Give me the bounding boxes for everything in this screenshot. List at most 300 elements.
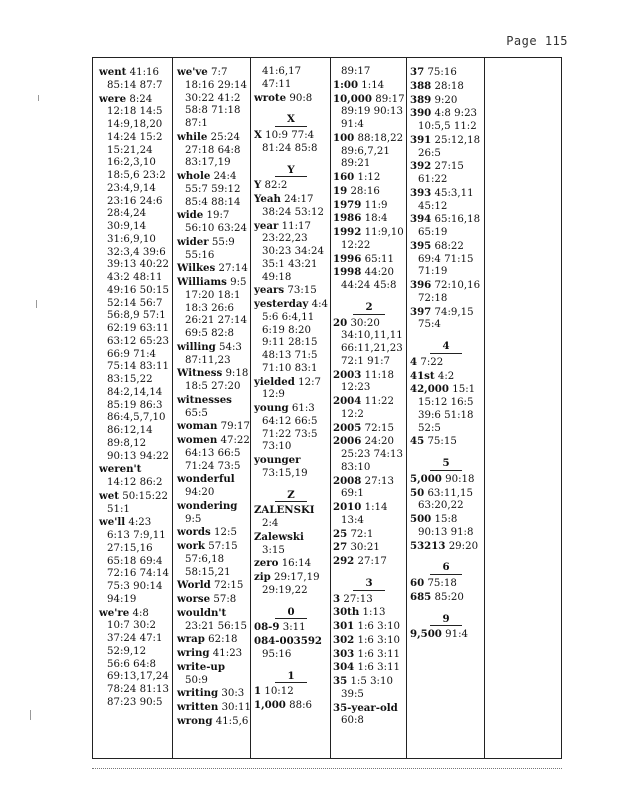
index-term: 4 xyxy=(410,355,418,368)
index-term: we'll xyxy=(99,516,126,529)
index-term: worse xyxy=(177,593,211,605)
section-letter: 4 xyxy=(430,340,461,354)
index-entry xyxy=(254,531,328,545)
page-line-refs-continued: 3:15 xyxy=(262,544,285,556)
page-line-refs-continued: 66:9 71:4 xyxy=(107,348,156,360)
index-entry xyxy=(177,607,249,621)
index-column-1 xyxy=(99,66,171,710)
page-line-refs: 12:5 xyxy=(214,527,237,539)
index-term: words xyxy=(177,526,211,539)
index-term: 20 xyxy=(333,316,348,329)
index-term: women xyxy=(177,434,218,446)
page-line-refs-continued: 25:23 74:13 xyxy=(341,449,403,460)
index-entry xyxy=(177,633,249,647)
index-term: year xyxy=(254,219,279,232)
index-entry xyxy=(177,66,249,80)
page-line-refs-continued: 89:17 xyxy=(341,66,371,77)
index-term: 2010 xyxy=(333,501,362,513)
index-term: 1979 xyxy=(333,198,362,211)
index-term: 5,000 xyxy=(410,472,442,485)
page-line-refs-continued: 63:12 65:23 xyxy=(107,335,169,347)
page-line-refs: 47:22 xyxy=(220,435,250,446)
index-term: 1992 xyxy=(333,226,362,238)
page-line-refs-continued: 90:13 91:8 xyxy=(418,526,474,538)
page-line-refs: 65:11 xyxy=(364,253,394,265)
index-entry xyxy=(177,647,249,661)
column-divider xyxy=(484,58,485,758)
page-line-refs-continued: 28:4,24 xyxy=(107,208,147,220)
index-column-4 xyxy=(333,66,405,728)
index-entry xyxy=(177,367,249,381)
page-line-refs-continued: 9:5 xyxy=(185,513,202,525)
index-term: wouldn't xyxy=(177,606,227,619)
index-entry xyxy=(410,383,482,397)
page-line-refs-continued: 18:3 26:6 xyxy=(185,302,234,314)
page-line-refs-continued: 45:12 xyxy=(418,200,448,212)
page-line-refs: 30:20 xyxy=(350,317,380,329)
page-line-refs: 11:22 xyxy=(364,396,394,407)
page-line-refs: 72:15 xyxy=(214,580,244,592)
page-line-refs-continued: 27:15,16 xyxy=(107,542,153,554)
page-line-refs: 91:4 xyxy=(445,629,469,641)
index-entry xyxy=(333,661,405,675)
page-line-refs: 24:17 xyxy=(284,194,314,205)
page-line-refs: 4:4 xyxy=(311,299,328,310)
index-term: 1998 xyxy=(333,266,362,279)
index-entry xyxy=(410,94,482,108)
index-entry xyxy=(254,685,328,699)
page-line-refs-continued: 32:3,4 39:6 xyxy=(107,246,166,258)
section-letter: 0 xyxy=(275,606,306,620)
index-entry xyxy=(410,356,482,370)
index-term: wider xyxy=(177,235,209,248)
index-term: Williams xyxy=(177,276,227,288)
page-line-refs: 57:15 xyxy=(208,541,238,552)
index-term: wet xyxy=(99,489,119,502)
index-term: 397 xyxy=(410,305,432,318)
index-term: 10,000 xyxy=(333,92,372,105)
index-column-5 xyxy=(410,66,482,642)
page-line-refs-continued: 48:13 71:5 xyxy=(262,350,318,361)
index-term: 301 xyxy=(333,620,355,632)
page-line-refs-continued: 27:18 64:8 xyxy=(185,144,241,156)
index-entry xyxy=(177,687,249,701)
page-line-refs: 1:14 xyxy=(361,79,385,91)
page-line-refs-continued: 34:10,11,11 xyxy=(341,330,403,342)
page-line-refs: 19:7 xyxy=(206,210,230,222)
page-line-refs: 28:18 xyxy=(434,80,464,92)
page-line-refs-continued: 15:21,24 xyxy=(107,144,153,156)
page-line-refs: 72:1 xyxy=(350,528,374,540)
page-line-refs: 50:15:22 xyxy=(122,490,168,502)
page-line-refs-continued: 14:12 86:2 xyxy=(107,477,163,488)
section-letter: 1 xyxy=(275,670,306,684)
page-line-refs: 11:9,10 xyxy=(364,227,404,238)
index-term: wonderful xyxy=(177,473,235,486)
section-letter: Y xyxy=(275,164,306,178)
page-line-refs-continued: 35:1 43:21 xyxy=(262,258,318,270)
index-entry xyxy=(333,226,405,240)
page-line-refs-continued: 10:7 30:2 xyxy=(107,620,156,632)
index-term: 084-003592 xyxy=(254,635,323,647)
page-line-refs: 27:13 xyxy=(343,593,373,605)
index-term: work xyxy=(177,540,205,552)
page-line-refs: 89:17 xyxy=(375,93,405,105)
page-line-refs-continued: 72:18 xyxy=(418,292,448,304)
index-entry xyxy=(410,487,482,501)
index-entry xyxy=(333,212,405,226)
index-term: write-up xyxy=(177,660,225,673)
page-line-refs: 74:9,15 xyxy=(434,306,474,318)
page-line-refs-continued: 75:14 83:11 xyxy=(107,361,169,373)
page-line-refs-continued: 87:23 90:5 xyxy=(107,696,163,708)
page-line-refs-continued: 89:6,7,21 xyxy=(341,145,390,157)
page-line-refs: 9:18 xyxy=(225,368,249,380)
index-term: ZALENSKI xyxy=(254,504,315,517)
index-spacer xyxy=(254,662,328,668)
index-entry xyxy=(99,463,171,477)
page-line-refs-continued: 56:6 64:8 xyxy=(107,658,156,670)
index-entry xyxy=(333,606,405,620)
page-line-refs-continued: 16:2,3,10 xyxy=(107,157,156,169)
page-line-refs-continued: 73:15,19 xyxy=(262,467,308,479)
page-number-label: Page 115 xyxy=(506,34,568,48)
index-entry xyxy=(99,516,171,530)
index-term: witnesses xyxy=(177,393,232,406)
index-term: 394 xyxy=(410,213,432,226)
index-term: 1,000 xyxy=(254,699,286,711)
index-term: Wilkes xyxy=(177,262,216,275)
section-letter: 5 xyxy=(430,457,461,471)
index-entry xyxy=(333,528,405,542)
column-divider xyxy=(250,58,251,758)
index-entry xyxy=(410,213,482,227)
index-entry xyxy=(410,240,482,254)
page-line-refs-continued: 17:20 18:1 xyxy=(185,289,241,301)
page-line-refs-continued: 23:4,9,14 xyxy=(107,182,156,194)
page-line-refs-continued: 30:9,14 xyxy=(107,221,147,232)
page-line-refs-continued: 63:20,22 xyxy=(418,500,464,512)
index-entry xyxy=(99,607,171,621)
index-entry xyxy=(177,262,249,276)
index-term: younger xyxy=(254,454,301,466)
page-line-refs: 1:14 xyxy=(364,502,388,513)
index-term: Zalewski xyxy=(254,530,304,543)
page-line-refs: 11:17 xyxy=(281,220,311,232)
page-line-refs-continued: 51:1 xyxy=(107,503,130,515)
index-term: 292 xyxy=(333,555,355,567)
page-line-refs: 55:9 xyxy=(211,236,235,248)
page-line-refs-continued: 38:24 53:12 xyxy=(262,206,324,218)
index-term: 2003 xyxy=(333,368,362,381)
page-line-refs-continued: 85:4 88:14 xyxy=(185,196,241,208)
index-entry xyxy=(333,435,405,449)
page-line-refs: 85:20 xyxy=(434,591,464,603)
page-line-refs-continued: 47:11 xyxy=(262,78,292,90)
index-term: 303 xyxy=(333,647,355,660)
index-term: zero xyxy=(254,557,279,570)
page-line-refs: 3:11 xyxy=(282,622,306,634)
index-entry xyxy=(410,80,482,94)
index-entry xyxy=(177,209,249,223)
index-entry xyxy=(333,634,405,648)
index-entry xyxy=(410,370,482,384)
page-line-refs: 65:16,18 xyxy=(434,214,481,226)
index-entry xyxy=(410,473,482,487)
index-term: 35 xyxy=(333,675,348,687)
index-entry xyxy=(177,394,249,408)
index-term: X xyxy=(254,129,262,141)
page-line-refs-continued: 18:16 29:14 xyxy=(185,79,247,91)
index-term: 50 xyxy=(410,486,425,499)
index-term: willing xyxy=(177,340,216,353)
index-term: 35-year-old xyxy=(333,701,398,714)
index-entry xyxy=(254,193,328,207)
index-entry xyxy=(410,513,482,527)
page-line-refs-continued: 91:4 xyxy=(341,119,364,130)
index-entry xyxy=(410,591,482,605)
page-line-refs: 8:24 xyxy=(129,93,153,105)
page-line-refs-continued: 18:5 27:20 xyxy=(185,381,241,392)
page-line-refs: 79:17 xyxy=(220,421,250,433)
page-line-refs-continued: 55:7 59:12 xyxy=(185,183,241,195)
index-entry xyxy=(333,541,405,555)
index-entry xyxy=(333,555,405,569)
page-line-refs: 18:4 xyxy=(364,213,388,225)
page-line-refs-continued: 86:4,5,7,10 xyxy=(107,412,166,424)
page-line-refs: 27:13 xyxy=(364,475,394,487)
page-line-refs: 11:18 xyxy=(364,369,394,381)
page-line-refs-continued: 57:6,18 xyxy=(185,553,225,565)
index-term: 2004 xyxy=(333,395,362,407)
index-term: 685 xyxy=(410,590,432,603)
index-entry xyxy=(177,341,249,355)
page-line-refs-continued: 85:19 86:3 xyxy=(107,399,163,411)
index-entry xyxy=(177,236,249,250)
page-line-refs: 7:7 xyxy=(211,67,228,78)
page-line-refs-continued: 83:15,22 xyxy=(107,374,153,385)
index-term: 160 xyxy=(333,171,355,183)
page-line-refs-continued: 44:24 45:8 xyxy=(341,280,397,291)
index-term: 392 xyxy=(410,160,432,173)
page-line-refs-continued: 26:5 xyxy=(418,147,441,159)
page-line-refs: 88:6 xyxy=(289,700,313,711)
page-line-refs-continued: 5:6 6:4,11 xyxy=(262,311,315,323)
index-term: World xyxy=(177,579,211,592)
page-line-refs: 54:3 xyxy=(219,341,242,353)
column-divider xyxy=(172,58,173,758)
page-line-refs-continued: 65:5 xyxy=(185,407,208,419)
page-line-refs-continued: 64:12 66:5 xyxy=(262,415,318,427)
page-line-refs: 41:23 xyxy=(212,648,243,659)
page-line-refs-continued: 87:1 xyxy=(185,118,208,129)
page-line-refs: 1:6 3:10 xyxy=(357,621,401,632)
page-line-refs-continued: 56:10 63:24 xyxy=(185,223,247,234)
index-entry xyxy=(410,187,482,201)
page-line-refs: 15:1 xyxy=(452,384,476,396)
index-term: 1986 xyxy=(333,212,362,225)
page-line-refs: 27:15 xyxy=(434,161,464,173)
index-entry xyxy=(410,435,482,449)
index-entry xyxy=(333,675,405,689)
page-line-refs-continued: 69:4 71:15 xyxy=(418,253,474,265)
index-spacer xyxy=(254,598,328,604)
index-term: written xyxy=(177,701,219,713)
page-line-refs-continued: 56:8,9 57:1 xyxy=(107,310,166,322)
index-term: Y xyxy=(254,179,262,192)
index-entry xyxy=(254,179,328,193)
index-term: 389 xyxy=(410,93,432,106)
index-term: yesterday xyxy=(254,298,309,310)
index-section-heading xyxy=(254,489,328,503)
scan-artifact-mark xyxy=(36,300,37,308)
page-line-refs-continued: 6:13 7:9,11 xyxy=(107,530,166,541)
page-line-refs-continued: 30:22 41:2 xyxy=(185,92,241,104)
page-line-refs: 41:5,6 xyxy=(215,715,249,727)
index-term: writing xyxy=(177,687,219,700)
page-line-refs: 4:8 xyxy=(132,607,149,619)
page-line-refs: 28:16 xyxy=(350,185,380,197)
index-entry xyxy=(333,501,405,515)
index-entry xyxy=(333,475,405,489)
index-term: 396 xyxy=(410,279,432,291)
page-line-refs: 62:18 xyxy=(208,634,238,646)
index-section-heading xyxy=(333,577,405,591)
page-line-refs: 45:3,11 xyxy=(434,187,474,199)
page-line-refs-continued: 71:24 73:5 xyxy=(185,460,241,472)
index-entry xyxy=(333,171,405,185)
index-term: 302 xyxy=(333,633,355,646)
index-spacer xyxy=(410,553,482,559)
index-entry xyxy=(99,66,171,80)
page-line-refs: 10:12 xyxy=(264,686,294,698)
page-line-refs-continued: 12:23 xyxy=(341,382,371,394)
page-line-refs-continued: 85:14 87:7 xyxy=(107,79,163,91)
index-entry xyxy=(177,526,249,540)
index-section-heading xyxy=(410,457,482,471)
index-entry xyxy=(254,621,328,635)
page-line-refs: 4:23 xyxy=(128,517,152,529)
index-entry xyxy=(333,253,405,267)
page-line-refs-continued: 50:9 xyxy=(185,674,208,686)
index-term: we're xyxy=(99,606,130,619)
page-line-refs-continued: 41:6,17 xyxy=(262,66,302,77)
index-term: 08-9 xyxy=(254,621,280,634)
index-entry xyxy=(333,266,405,280)
index-section-heading xyxy=(410,613,482,627)
page-line-refs-continued: 39:13 40:22 xyxy=(107,259,169,271)
page-line-refs-continued: 71:22 73:5 xyxy=(262,428,318,440)
page-line-refs: 75:18 xyxy=(427,578,457,589)
page-line-refs-continued: 52:14 56:7 xyxy=(107,297,163,309)
index-term: 395 xyxy=(410,239,432,252)
index-section-heading xyxy=(410,561,482,575)
page-line-refs-continued: 89:8,12 xyxy=(107,437,147,449)
page-line-refs-continued: 94:19 xyxy=(107,593,137,605)
section-letter: 9 xyxy=(430,613,461,627)
index-term: 1996 xyxy=(333,252,362,265)
page-line-refs-continued: 89:19 90:13 xyxy=(341,106,403,118)
page-line-refs-continued: 15:12 16:5 xyxy=(418,397,474,408)
page-line-refs: 1:12 xyxy=(357,172,381,183)
index-term: wrote xyxy=(254,91,287,104)
index-term: 53213 xyxy=(410,539,446,552)
index-entry xyxy=(99,93,171,107)
index-term: woman xyxy=(177,420,218,433)
page-line-refs: 29:20 xyxy=(448,540,479,552)
index-term: wondering xyxy=(177,499,238,512)
index-column-2 xyxy=(177,66,249,729)
index-term: 25 xyxy=(333,527,348,540)
page-line-refs-continued: 23:22,23 xyxy=(262,233,308,245)
index-term: 30th xyxy=(333,606,360,619)
page-line-refs-continued: 66:11,21,23 xyxy=(341,343,403,354)
page-line-refs-continued: 73:10 xyxy=(262,441,292,453)
index-spacer xyxy=(410,449,482,455)
index-entry xyxy=(410,306,482,320)
index-spacer xyxy=(254,481,328,487)
index-spacer xyxy=(254,105,328,111)
index-entry xyxy=(254,129,328,143)
page-line-refs-continued: 30:23 34:24 xyxy=(262,246,324,257)
index-entry xyxy=(177,420,249,434)
page-line-refs-continued: 55:16 xyxy=(185,249,215,261)
page-line-refs: 9:20 xyxy=(434,94,458,106)
index-entry xyxy=(177,593,249,607)
index-entry xyxy=(333,79,405,93)
page-line-refs: 10:9 77:4 xyxy=(265,130,315,141)
index-entry xyxy=(410,134,482,148)
page-line-refs-continued: 75:3 90:14 xyxy=(107,581,163,592)
index-term: wide xyxy=(177,209,204,222)
page-line-refs-continued: 43:2 48:11 xyxy=(107,272,163,283)
page-line-refs-continued: 71:10 83:1 xyxy=(262,362,318,374)
index-term: weren't xyxy=(99,463,142,476)
index-entry xyxy=(177,701,249,715)
section-letter: Z xyxy=(275,489,306,503)
index-term: went xyxy=(99,66,127,78)
page-line-refs-continued: 12:9 xyxy=(262,389,285,401)
section-letter: 3 xyxy=(353,577,384,591)
index-entry xyxy=(254,220,328,234)
index-entry xyxy=(254,504,328,518)
index-entry xyxy=(410,107,482,121)
page-line-refs-continued: 69:13,17,24 xyxy=(107,671,169,683)
index-term: 390 xyxy=(410,107,432,120)
page-line-refs-continued: 58:8 71:18 xyxy=(185,105,241,117)
index-term: 60 xyxy=(410,577,425,589)
index-section-heading xyxy=(254,113,328,127)
page-line-refs: 1:13 xyxy=(362,607,386,619)
index-term: zip xyxy=(254,571,271,583)
page-line-refs: 63:11,15 xyxy=(427,487,473,499)
page-line-refs: 16:14 xyxy=(281,558,312,570)
page-line-refs-continued: 12:18 14:5 xyxy=(107,106,163,118)
page-line-refs: 24:20 xyxy=(364,436,394,448)
index-entry xyxy=(333,648,405,662)
index-term: 2006 xyxy=(333,435,362,448)
index-term: 3 xyxy=(333,592,341,605)
page-line-refs: 75:16 xyxy=(427,67,457,78)
index-term: Yeah xyxy=(254,193,281,205)
page-line-refs-continued: 23:21 56:15 xyxy=(185,620,247,632)
page-line-refs: 4:2 xyxy=(437,370,455,382)
page-line-refs-continued: 12:2 xyxy=(341,408,364,420)
index-entry xyxy=(254,298,328,312)
page-line-refs: 82:2 xyxy=(264,180,288,192)
page-line-refs-continued: 84:2,14,14 xyxy=(107,386,163,398)
page-line-refs: 30:21 xyxy=(350,542,380,554)
